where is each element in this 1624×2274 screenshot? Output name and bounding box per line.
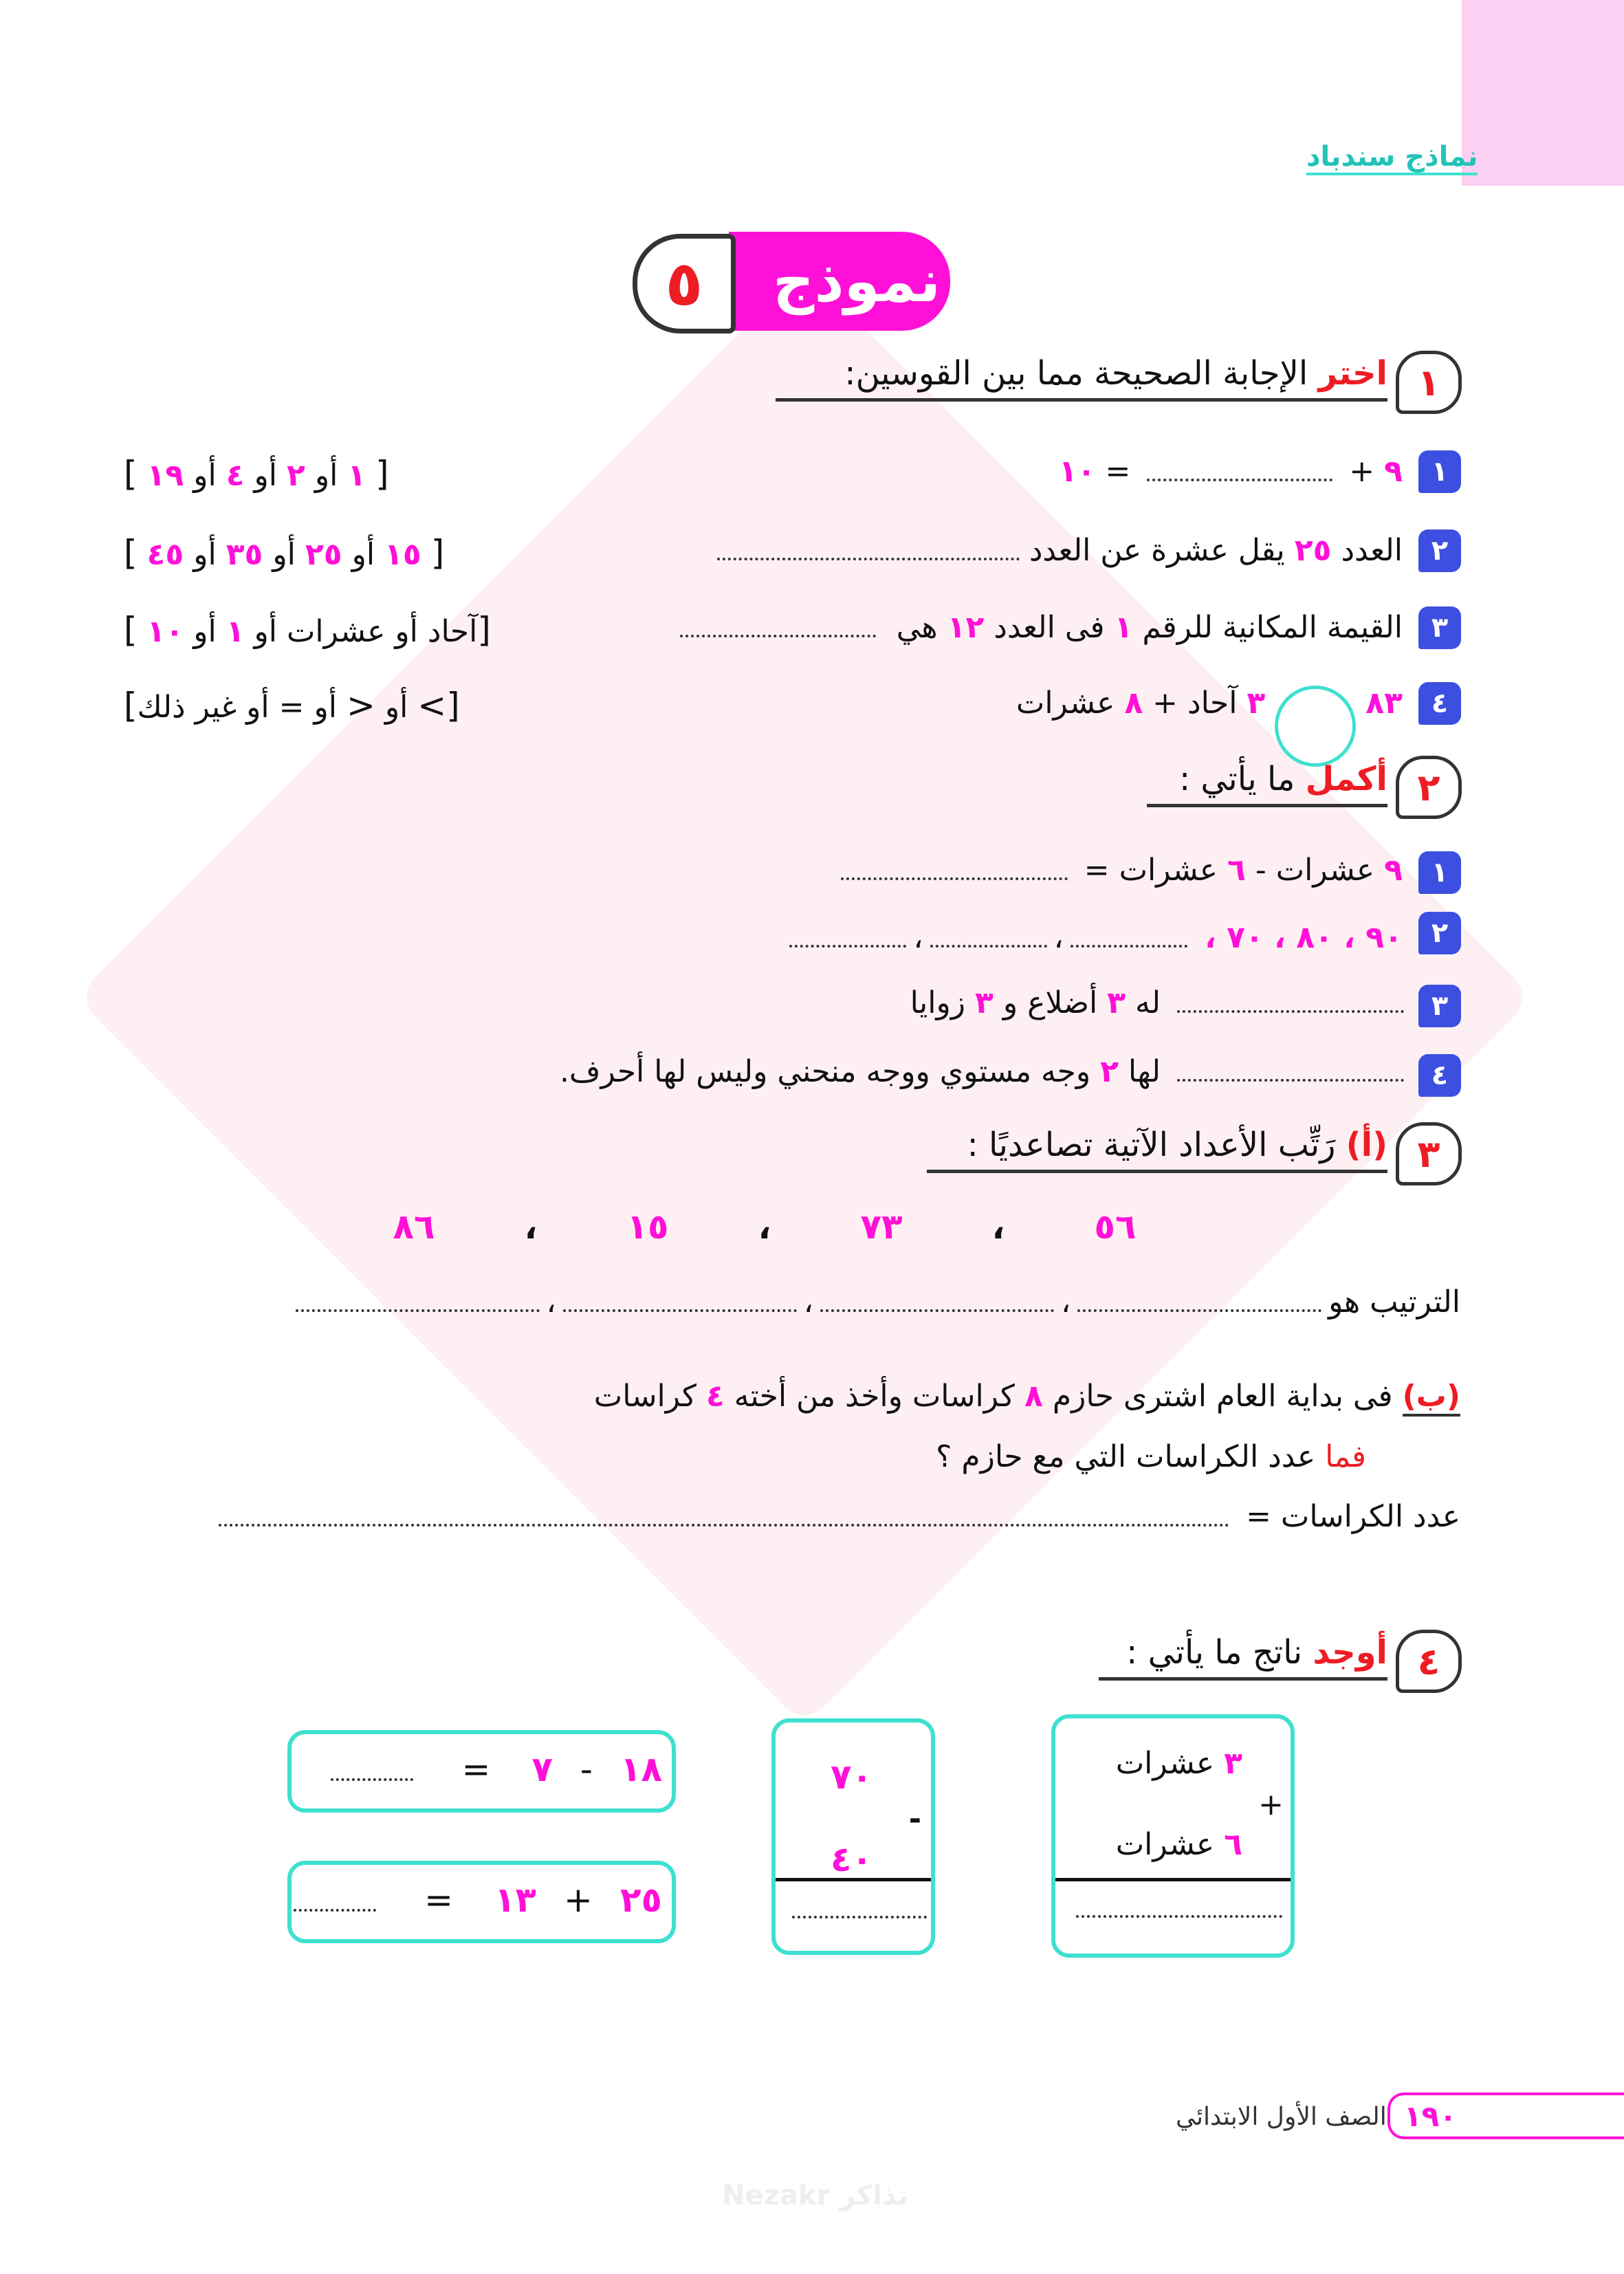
s2-question-2 bbox=[782, 920, 1403, 955]
s1-question-4 bbox=[1016, 686, 1403, 767]
text: عشرات bbox=[1016, 686, 1125, 721]
answer-blank[interactable] bbox=[1077, 1305, 1321, 1312]
option[interactable]: ٤٥ bbox=[146, 537, 184, 572]
answer-label: عدد الكراسات = bbox=[1236, 1499, 1460, 1534]
bracket: ] bbox=[446, 686, 460, 725]
title-label: نموذج bbox=[772, 248, 941, 315]
word-problem bbox=[594, 1379, 1460, 1417]
section-1-number: ١ bbox=[1396, 351, 1462, 414]
number: ١٥ bbox=[626, 1207, 669, 1247]
answer-blank[interactable] bbox=[820, 1305, 1054, 1312]
text: وجه مستوي ووجه منحني وليس لها أحرف. bbox=[559, 1054, 1101, 1089]
difference-line bbox=[776, 1878, 931, 1881]
option[interactable]: = bbox=[278, 690, 305, 725]
option[interactable]: ٣٥ bbox=[226, 537, 263, 572]
order-answer bbox=[289, 1284, 1460, 1320]
number: ٨ bbox=[1024, 1379, 1043, 1414]
number: ١٠ bbox=[1058, 454, 1096, 489]
question-badge: ١ bbox=[1418, 851, 1461, 894]
s2-question-4 bbox=[560, 1054, 1411, 1089]
s1-question-1 bbox=[1059, 454, 1403, 489]
equals-sign: = bbox=[461, 1749, 491, 1789]
answer-blank[interactable] bbox=[1147, 474, 1332, 481]
comma: ، bbox=[991, 1207, 1005, 1247]
answer-blank[interactable] bbox=[1076, 1911, 1282, 1918]
number: ٢٥ bbox=[619, 1880, 662, 1920]
s1-q3-options bbox=[124, 610, 491, 650]
minuend: ٧٠ bbox=[831, 1757, 873, 1797]
text: كراسات وأخذ من أخته bbox=[724, 1379, 1024, 1414]
section-3-number: ٣ bbox=[1396, 1122, 1462, 1185]
question-badge: ١ bbox=[1418, 450, 1461, 493]
heading-text: ناتج ما يأتي : bbox=[1126, 1633, 1313, 1672]
answer-blank[interactable] bbox=[219, 1520, 1229, 1527]
or-text: أو bbox=[184, 614, 226, 649]
number: ٣ bbox=[1247, 686, 1266, 721]
section-3-heading bbox=[927, 1126, 1387, 1173]
option[interactable]: < bbox=[417, 686, 447, 725]
answer-blank[interactable] bbox=[296, 1305, 540, 1312]
option[interactable]: آحاد bbox=[427, 614, 478, 649]
number: ٦ bbox=[1227, 853, 1246, 888]
corner-decoration bbox=[1462, 0, 1624, 186]
plus-sign: + bbox=[1339, 454, 1385, 489]
or-text: أو bbox=[184, 458, 226, 493]
heading-text: الإجابة الصحيحة مما بين القوسين: bbox=[844, 354, 1319, 393]
number: ٨٣ bbox=[1365, 686, 1403, 721]
text: له bbox=[1126, 985, 1170, 1020]
text: عشرات - bbox=[1245, 853, 1385, 888]
or-text: أو bbox=[237, 690, 279, 725]
option[interactable]: ٤ bbox=[226, 458, 245, 493]
question-badge: ٤ bbox=[1418, 1054, 1461, 1097]
or-text: أو bbox=[263, 537, 305, 572]
option[interactable]: ١٠ bbox=[146, 614, 184, 649]
text: لها bbox=[1118, 1054, 1170, 1089]
option[interactable]: ٢ bbox=[287, 458, 305, 493]
text: فى بداية العام اشترى حازم bbox=[1042, 1379, 1403, 1414]
order-label: الترتيب هو bbox=[1328, 1284, 1460, 1320]
heading-keyword: (أ) bbox=[1346, 1126, 1387, 1164]
number: ١٢ bbox=[947, 610, 985, 645]
number: ٧٣ bbox=[860, 1207, 903, 1247]
bracket: [ bbox=[124, 686, 138, 725]
grade-label: الصف الأول الابتدائي bbox=[1176, 2103, 1387, 2131]
s1-q4-options bbox=[124, 686, 460, 725]
question-badge: ٢ bbox=[1418, 529, 1461, 572]
heading-keyword: أكمل bbox=[1305, 760, 1387, 798]
s1-question-2 bbox=[710, 533, 1403, 568]
comma: ، bbox=[524, 1207, 538, 1247]
equals-sign: = bbox=[1095, 454, 1141, 489]
addend-1 bbox=[1116, 1746, 1242, 1781]
text: آحاد + bbox=[1143, 686, 1247, 721]
text: القيمة المكانية للرقم bbox=[1132, 610, 1403, 645]
number: ٦ bbox=[1224, 1827, 1242, 1862]
bracket: ] bbox=[430, 533, 445, 573]
unit: عشرات bbox=[1115, 1746, 1225, 1781]
section-1-heading bbox=[776, 354, 1387, 402]
question-badge: ٣ bbox=[1418, 606, 1461, 649]
number: ٩ bbox=[1384, 454, 1403, 489]
page-number: ١٩٠ bbox=[1404, 2099, 1457, 2133]
text: زوايا bbox=[910, 985, 975, 1020]
number: ٢٥ bbox=[1294, 533, 1332, 568]
sum-line bbox=[1055, 1878, 1291, 1881]
vertical-addition-box bbox=[1051, 1714, 1295, 1958]
heading-keyword: اختر bbox=[1318, 354, 1387, 393]
or-text: أو bbox=[304, 690, 347, 725]
answer-blank[interactable] bbox=[717, 554, 1020, 560]
bracket: ] bbox=[477, 610, 491, 650]
or-text: أو bbox=[244, 458, 287, 493]
equation bbox=[287, 1880, 662, 1920]
footer-logo: Nezakr تذاكر bbox=[722, 2180, 909, 2211]
option[interactable]: ١٩ bbox=[146, 458, 184, 493]
question-badge: ٢ bbox=[1418, 912, 1461, 954]
question-keyword: فما bbox=[1325, 1439, 1366, 1474]
part-b-label: (ب) bbox=[1403, 1379, 1460, 1417]
comma: ، bbox=[546, 1284, 556, 1320]
section-4-number: ٤ bbox=[1396, 1630, 1462, 1693]
number: ٢ bbox=[1100, 1054, 1119, 1089]
answer-blank[interactable] bbox=[1071, 941, 1187, 948]
number: ١٨ bbox=[619, 1749, 662, 1789]
subtrahend: ٤٠ bbox=[831, 1839, 873, 1879]
or-text: أو bbox=[342, 537, 385, 572]
comma: ، bbox=[1060, 1284, 1071, 1320]
bracket: [ bbox=[124, 454, 138, 494]
answer-blank[interactable] bbox=[680, 631, 876, 637]
plus-sign: + bbox=[1258, 1787, 1284, 1822]
comma: ، bbox=[913, 920, 923, 955]
option[interactable]: عشرات bbox=[287, 614, 386, 649]
answer-blank[interactable] bbox=[789, 941, 906, 948]
or-text: أو bbox=[385, 614, 428, 649]
option[interactable]: ١ bbox=[347, 458, 366, 493]
minus-sign: - bbox=[908, 1802, 921, 1837]
bracket: ] bbox=[375, 454, 389, 494]
or-text: أو bbox=[184, 537, 226, 572]
text: هي bbox=[896, 610, 947, 645]
equation bbox=[324, 1749, 662, 1789]
bracket: [ bbox=[124, 533, 138, 573]
text: فى العدد bbox=[984, 610, 1115, 645]
number: ٧ bbox=[531, 1749, 553, 1789]
bracket: [ bbox=[124, 610, 138, 650]
text: أضلاع و bbox=[993, 985, 1108, 1020]
equals-sign: = bbox=[424, 1880, 453, 1920]
equation-box-1 bbox=[287, 1730, 676, 1813]
s2-question-3 bbox=[910, 985, 1411, 1020]
answer-blank[interactable] bbox=[792, 1912, 927, 1918]
number: ٩ bbox=[1384, 853, 1403, 888]
number: ٨ bbox=[1124, 686, 1143, 721]
comma: ، bbox=[1053, 920, 1064, 955]
numbers-to-order bbox=[345, 1207, 1184, 1247]
answer-blank[interactable] bbox=[331, 1774, 413, 1781]
unit: عشرات bbox=[1115, 1827, 1225, 1862]
answer-blank[interactable] bbox=[930, 941, 1047, 948]
s1-q1-options bbox=[124, 454, 389, 494]
text: يقل عشرة عن العدد bbox=[1029, 533, 1295, 568]
heading-text: رَتِّب الأعداد الآتية تصاعديًا : bbox=[967, 1126, 1346, 1164]
text: كراسات bbox=[593, 1379, 706, 1414]
title-pill bbox=[729, 232, 950, 331]
or-text: أو bbox=[375, 690, 418, 725]
word-problem-answer bbox=[212, 1499, 1460, 1534]
page-number-box bbox=[1387, 2092, 1624, 2139]
brand-header: نماذج سندباد bbox=[1306, 141, 1478, 175]
s1-q2-options bbox=[124, 533, 444, 573]
text: عدد الكراسات التي مع حازم ؟ bbox=[936, 1439, 1326, 1474]
s2-question-1 bbox=[834, 853, 1403, 888]
option[interactable]: ١٥ bbox=[384, 537, 421, 572]
plus-sign: + bbox=[564, 1880, 593, 1920]
section-4-heading bbox=[1099, 1633, 1387, 1681]
number: ٣ bbox=[1107, 985, 1126, 1020]
addend-2 bbox=[1116, 1827, 1242, 1862]
sequence: ٩٠ ، ٨٠ ، ٧٠ ، bbox=[1194, 920, 1403, 955]
vertical-subtraction-box bbox=[771, 1718, 935, 1955]
option[interactable]: ١ bbox=[226, 614, 245, 649]
number: ٣ bbox=[1224, 1746, 1242, 1781]
equation-box-2 bbox=[287, 1861, 676, 1943]
number: ١ bbox=[1114, 610, 1133, 645]
answer-blank[interactable] bbox=[841, 873, 1068, 880]
answer-blank[interactable] bbox=[294, 1905, 376, 1912]
option[interactable]: ٢٥ bbox=[305, 537, 342, 572]
number: ٥٦ bbox=[1094, 1207, 1137, 1247]
section-2-heading bbox=[1147, 760, 1387, 807]
section-2-number: ٢ bbox=[1396, 756, 1462, 819]
minus-sign: - bbox=[580, 1749, 593, 1789]
number: ٣ bbox=[975, 985, 994, 1020]
number: ١٣ bbox=[494, 1880, 537, 1920]
question-badge: ٤ bbox=[1418, 682, 1461, 725]
s1-question-3 bbox=[673, 610, 1403, 645]
word-problem-question bbox=[936, 1439, 1366, 1474]
answer-blank[interactable] bbox=[1177, 1006, 1404, 1013]
heading-text: ما يأتي : bbox=[1178, 760, 1306, 798]
or-text: أو bbox=[305, 458, 348, 493]
text: العدد bbox=[1331, 533, 1403, 568]
option[interactable]: غير ذلك bbox=[137, 690, 237, 725]
heading-keyword: أوجد bbox=[1313, 1633, 1387, 1672]
answer-circle[interactable] bbox=[1275, 686, 1356, 767]
answer-blank[interactable] bbox=[563, 1305, 797, 1312]
question-badge: ٣ bbox=[1418, 985, 1461, 1027]
number: ٤ bbox=[705, 1379, 725, 1414]
text: عشرات = bbox=[1074, 853, 1228, 888]
number: ٨٦ bbox=[393, 1207, 435, 1247]
title-number: ٥ bbox=[633, 234, 736, 334]
comma: ، bbox=[803, 1284, 813, 1320]
answer-blank[interactable] bbox=[1177, 1075, 1404, 1082]
comma: ، bbox=[758, 1207, 771, 1247]
option[interactable]: > bbox=[346, 686, 375, 725]
or-text: أو bbox=[244, 614, 287, 649]
